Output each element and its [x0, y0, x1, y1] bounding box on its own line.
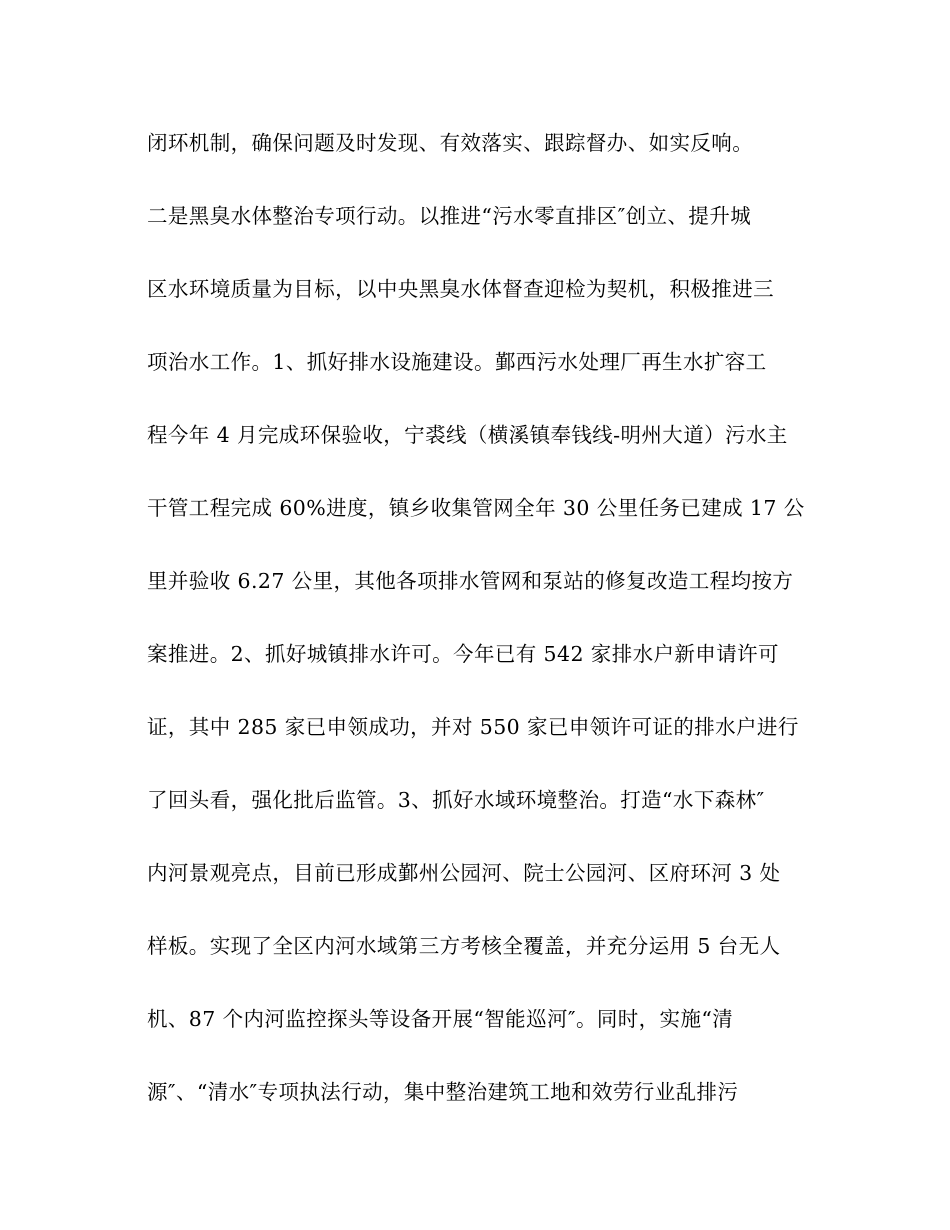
text-line-10: 了回头看，强化批后监管。3、抓好水域环境整治。打造“水下森林″ [147, 788, 765, 812]
text-line-11: 内河景观亮点，目前已形成鄞州公园河、院士公园河、区府环河 3 处 [147, 861, 781, 885]
text-line-7: 里并验收 6.27 公里，其他各项排水管网和泵站的修复改造工程均按方 [147, 569, 794, 593]
text-line-12: 样板。实现了全区内河水域第三方考核全覆盖，并充分运用 5 台无人 [147, 934, 781, 958]
text-line-9: 证，其中 285 家已申领成功，并对 550 家已申领许可证的排水户进行 [147, 715, 799, 739]
text-line-14: 源″、“清水″专项执法行动，集中整治建筑工地和效劳行业乱排污 [147, 1080, 739, 1104]
text-line-2: 二是黑臭水体整治专项行动。以推进“污水零直排区″创立、提升城 [147, 204, 752, 228]
text-line-4: 项治水工作。1、抓好排水设施建设。鄞西污水处理厂再生水扩容工 [147, 350, 767, 374]
text-line-5: 程今年 4 月完成环保验收，宁裘线（横溪镇奉钱线-明州大道）污水主 [147, 423, 788, 447]
text-line-3: 区水环境质量为目标，以中央黑臭水体督查迎检为契机，积极推进三 [147, 277, 774, 301]
text-line-13: 机、87 个内河监控探头等设备开展“智能巡河″。同时，实施“清 [147, 1007, 734, 1031]
text-line-1: 闭环机制，确保问题及时发现、有效落实、跟踪督办、如实反响。 [147, 131, 754, 155]
text-line-8: 案推进。2、抓好城镇排水许可。今年已有 542 家排水户新申请许可 [147, 642, 779, 666]
text-line-6: 干管工程完成 60%进度，镇乡收集管网全年 30 公里任务已建成 17 公 [147, 496, 805, 520]
